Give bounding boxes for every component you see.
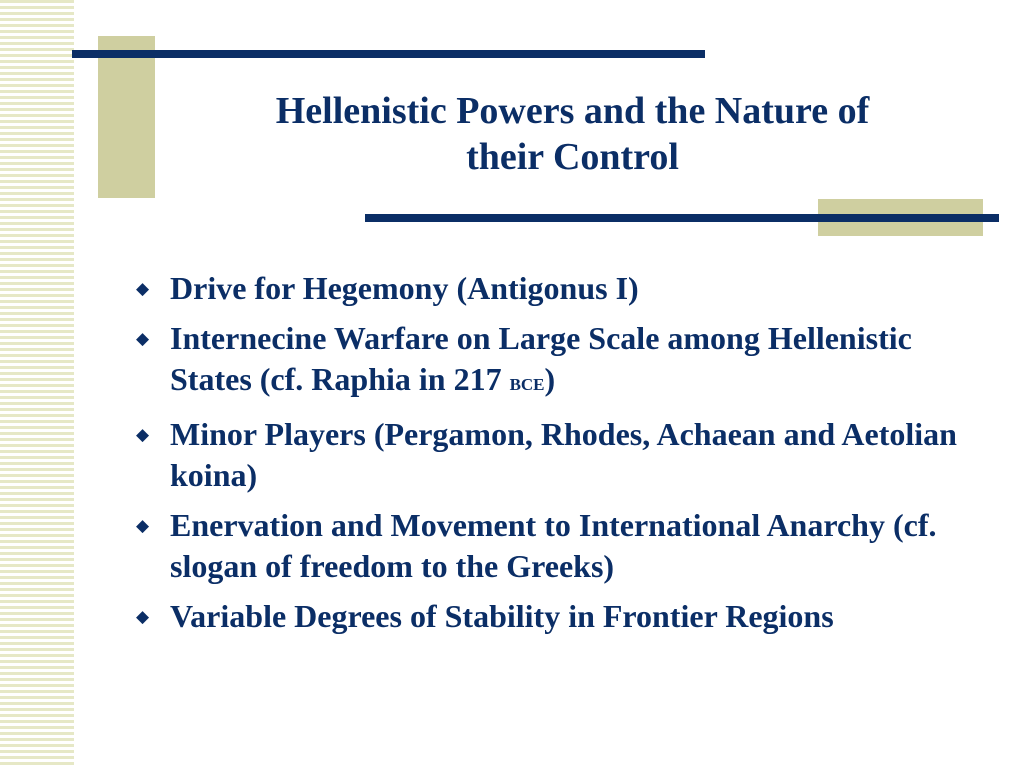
bullet-text: Internecine Warfare on Large Scale among Hellenistic States (cf. Raphia in 217 xyxy=(170,320,912,397)
title-rule-top xyxy=(72,50,705,58)
bullet-item xyxy=(133,414,983,496)
bullet-text: Variable Degrees of Stability in Frontier Regions xyxy=(170,598,834,634)
bullet-item xyxy=(133,505,983,587)
diamond-bullet-icon: ◆ xyxy=(136,516,150,535)
bullet-item xyxy=(133,596,983,637)
diamond-bullet-icon: ◆ xyxy=(136,425,150,444)
era-abbreviation: BCE xyxy=(509,375,545,394)
bullet-text: Minor Players (Pergamon, Rhodes, Achaean and Aetolian koina) xyxy=(170,416,957,493)
bullet-text: Drive for Hegemony (Antigonus I) xyxy=(170,270,639,306)
slide-title xyxy=(205,88,940,180)
diamond-bullet-icon: ◆ xyxy=(136,329,150,348)
bullet-text-tail: ) xyxy=(544,361,556,397)
bullet-item xyxy=(133,318,983,405)
slide-title-line-2: their Control xyxy=(466,136,679,178)
striped-side-band xyxy=(0,0,74,768)
bullet-item xyxy=(133,268,983,309)
slide-title-line-1: Hellenistic Powers and the Nature of xyxy=(275,90,870,132)
accent-block-left xyxy=(98,36,155,198)
bullet-list xyxy=(133,268,983,646)
bullet-text: Enervation and Movement to International Anarchy (cf. slogan of freedom to the Greeks) xyxy=(170,507,937,584)
title-rule-bottom xyxy=(365,214,999,222)
diamond-bullet-icon: ◆ xyxy=(136,279,150,298)
diamond-bullet-icon: ◆ xyxy=(136,607,150,626)
